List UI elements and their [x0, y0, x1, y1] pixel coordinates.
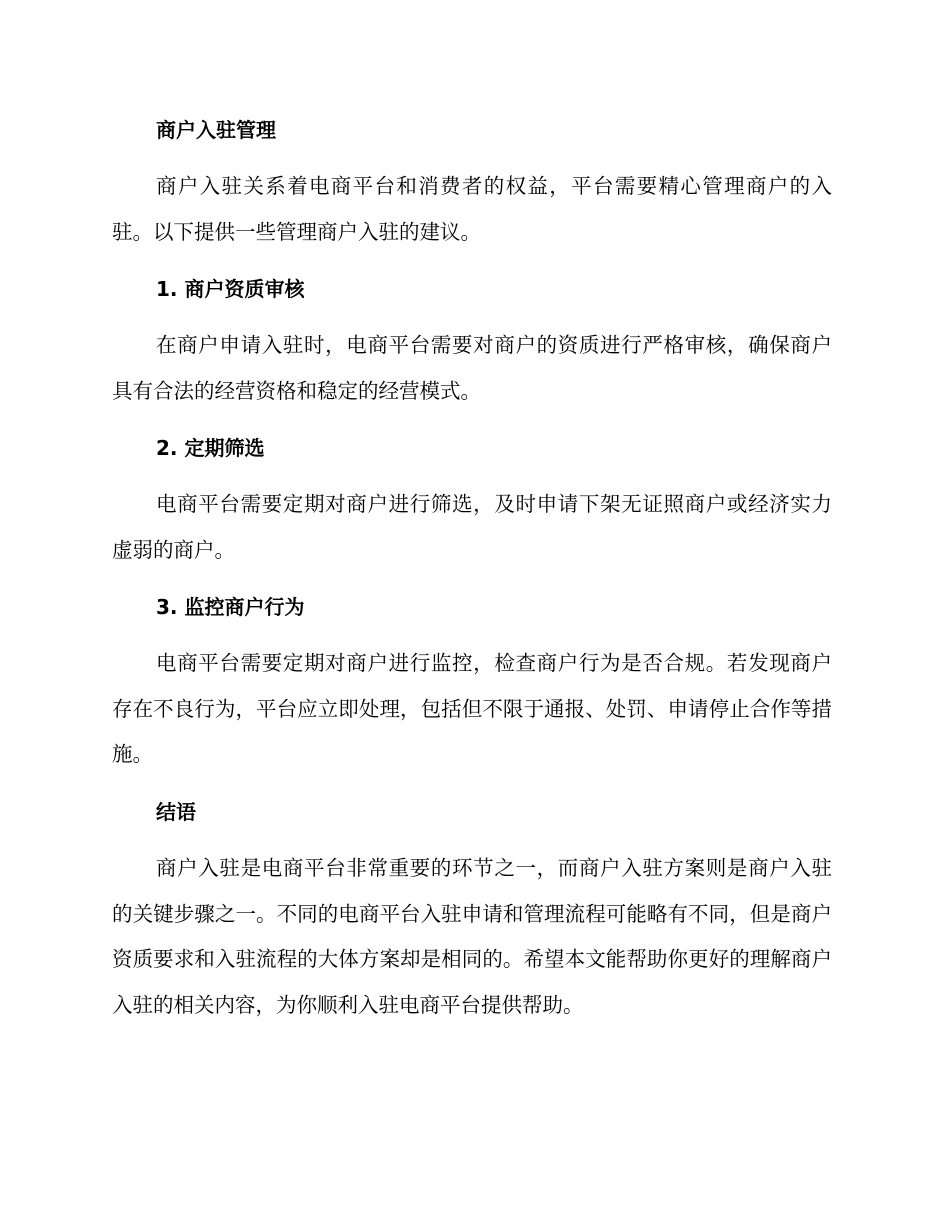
section-body-screening: 电商平台需要定期对商户进行筛选，及时申请下架无证照商户或经济实力虚弱的商户。: [112, 492, 832, 562]
intro-paragraph: 商户入驻关系着电商平台和消费者的权益，平台需要精心管理商户的入驻。以下提供一些管理商户入驻的建议。: [112, 174, 832, 244]
conclusion-heading: 结语: [156, 800, 196, 824]
document-title: 商户入驻管理: [156, 118, 276, 142]
section-heading-qualification: 1. 商户资质审核: [156, 277, 305, 301]
section-heading-monitoring: 3. 监控商户行为: [156, 595, 305, 619]
conclusion-body: 商户入驻是电商平台非常重要的环节之一，而商户入驻方案则是商户入驻的关键步骤之一。不同的电商平台入驻申请和管理流程可能略有不同，但是商户资质要求和入驻流程的大体方案却是相同的。希望本文能帮助你更好的理解商户入驻的相关内容，为你顺利入驻电商平台提供帮助。: [112, 856, 832, 1017]
section-body-monitoring: 电商平台需要定期对商户进行监控，检查商户行为是否合规。若发现商户存在不良行为，平台应立即处理，包括但不限于通报、处罚、申请停止合作等措施。: [112, 651, 832, 766]
section-heading-screening: 2. 定期筛选: [156, 436, 265, 460]
section-body-qualification: 在商户申请入驻时，电商平台需要对商户的资质进行严格审核，确保商户具有合法的经营资格和稳定的经营模式。: [112, 333, 832, 403]
